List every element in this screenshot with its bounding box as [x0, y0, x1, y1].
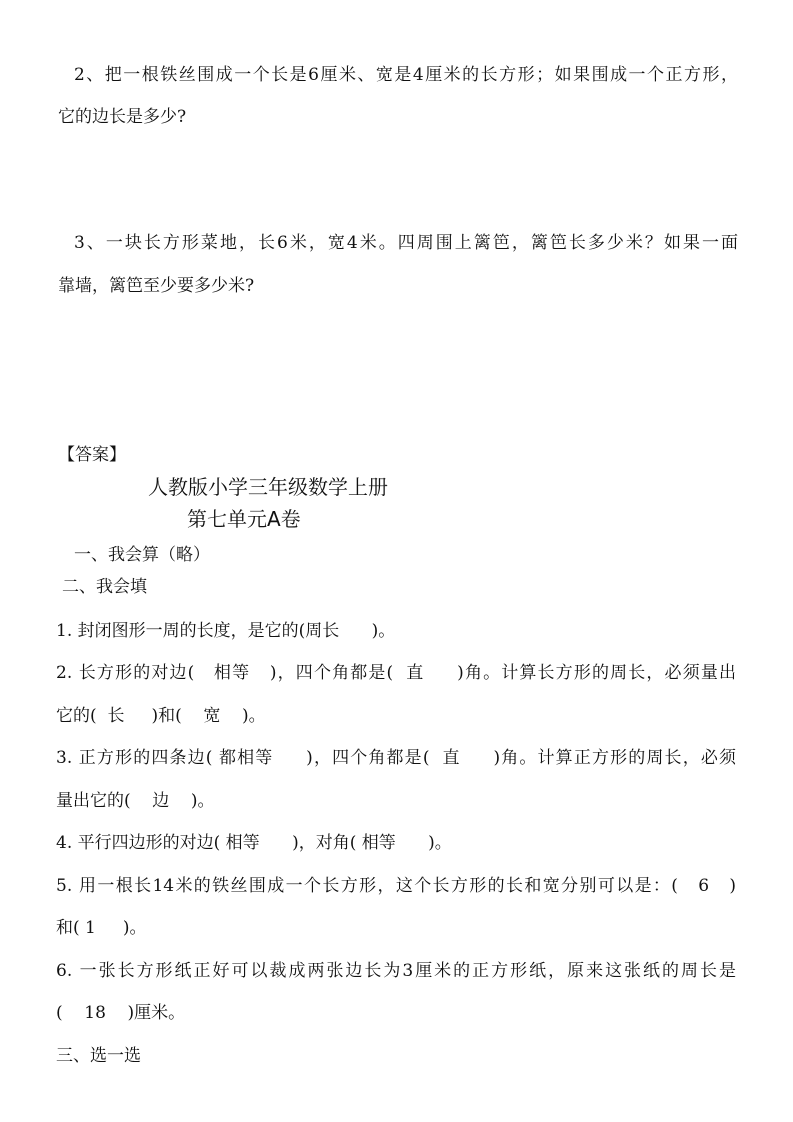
fill-item: 和( 1 )。 — [56, 918, 147, 938]
answer-label: 【答案】 — [58, 445, 126, 465]
fill-item: ( 18 )厘米。 — [56, 1003, 186, 1023]
section-3-heading: 三、选一选 — [56, 1046, 141, 1066]
question-2-line-2: 它的边长是多少? — [58, 107, 187, 127]
fill-item: 3. 正方形的四条边( 都相等 )，四个角都是( 直 )角。计算正方形的周长，必须 — [56, 748, 736, 768]
section-1-heading: 一、我会算（略） — [74, 545, 210, 565]
document-title: 人教版小学三年级数学上册 — [148, 475, 388, 499]
fill-item: 4. 平行四边形的对边( 相等 )，对角( 相等 )。 — [56, 833, 452, 853]
fill-item: 6. 一张长方形纸正好可以裁成两张边长为3厘米的正方形纸，原来这张纸的周长是 — [56, 961, 736, 981]
question-3-line-1: 3、一块长方形菜地，长6米，宽4米。四周围上篱笆，篱笆长多少米？如果一面 — [74, 233, 738, 253]
fill-item: 5. 用一根长14米的铁丝围成一个长方形，这个长方形的长和宽分别可以是：( 6 ) — [56, 876, 736, 896]
document-subtitle: 第七单元A卷 — [187, 507, 301, 531]
fill-item: 量出它的( 边 )。 — [56, 791, 215, 811]
fill-item: 它的( 长 )和( 宽 )。 — [56, 706, 266, 726]
section-2-heading: 二、我会填 — [62, 577, 147, 597]
question-2-line-1: 2、把一根铁丝围成一个长是6厘米、宽是4厘米的长方形；如果围成一个正方形， — [74, 65, 738, 85]
fill-item: 1. 封闭图形一周的长度，是它的(周长 )。 — [56, 621, 396, 641]
question-3-line-2: 靠墙，篱笆至少要多少米? — [58, 276, 255, 296]
fill-item: 2. 长方形的对边( 相等 )，四个角都是( 直 )角。计算长方形的周长，必须量出 — [56, 663, 736, 683]
